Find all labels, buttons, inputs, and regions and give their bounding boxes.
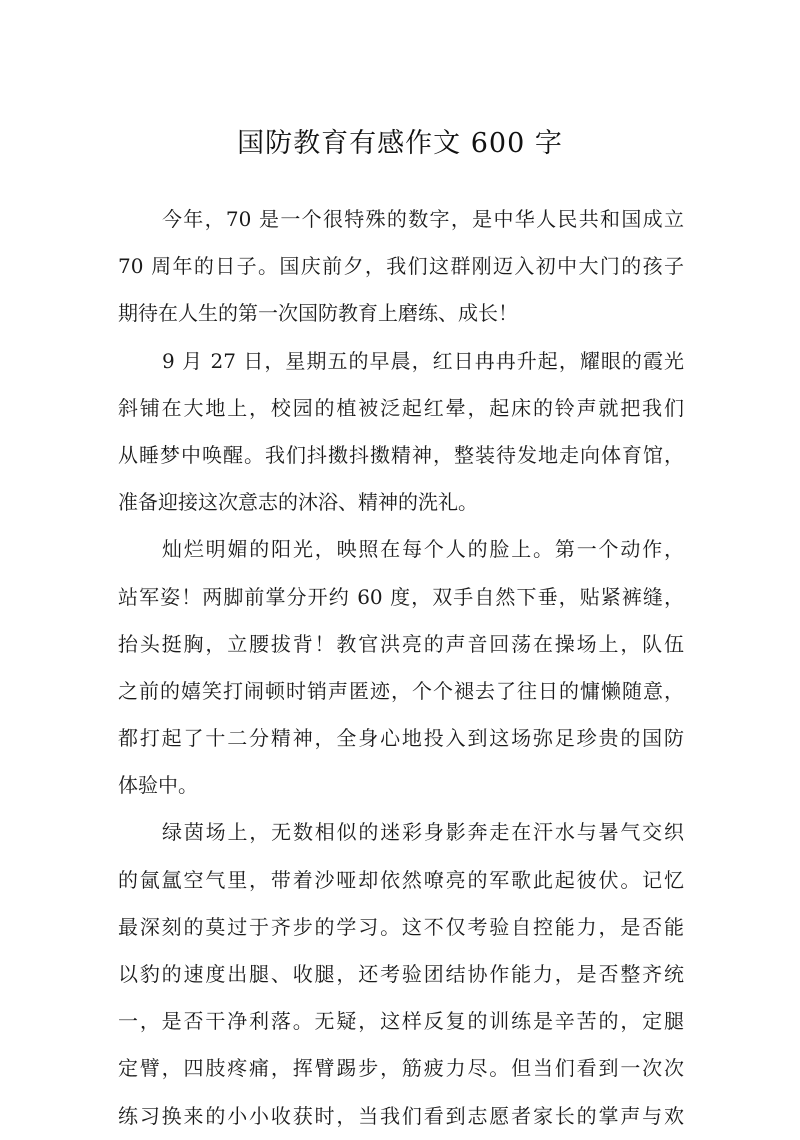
text-line: 练习换来的小小收获时，当我们看到志愿者家长的掌声与欢 [118,1103,684,1128]
text-line: 定臂，四肢疼痛，挥臂踢步，筋疲力尽。但当们看到一次次 [118,1056,684,1081]
text-line: 的氤氲空气里，带着沙哑却依然嘹亮的军歌此起彼伏。记忆 [118,867,684,892]
text-line: 斜铺在大地上，校园的植被泛起红晕，起床的铃声就把我们 [118,395,684,420]
text-line: 从睡梦中唤醒。我们抖擞抖擞精神，整装待发地走向体育馆， [118,442,684,467]
text-line: 抬头挺胸，立腰拔背！教官洪亮的声音回荡在操场上，队伍 [118,631,684,656]
text-line: 之前的嬉笑打闹顿时销声匿迹，个个褪去了往日的慵懒随意， [118,678,684,703]
text-line: 以豹的速度出腿、收腿，还考验团结协作能力，是否整齐统 [118,962,684,986]
text-line: 最深刻的莫过于齐步的学习。这不仅考验自控能力，是否能 [118,914,684,939]
document-body [118,196,684,1140]
text-line: 绿茵场上，无数相似的迷彩身影奔走在汗水与暑气交织 [162,820,684,845]
text-line: 站军姿！两脚前掌分开约 60 度，双手自然下垂，贴紧裤缝， [118,584,684,609]
text-line: 体验中。 [118,773,198,798]
text-line: 一，是否干净利落。无疑，这样反复的训练是辛苦的，定腿 [118,1009,684,1034]
text-line: 今年，70 是一个很特殊的数字，是中华人民共和国成立 [162,207,684,231]
text-line: 准备迎接这次意志的沐浴、精神的洗礼。 [118,490,478,515]
text-line: 灿烂明媚的阳光，映照在每个人的脸上。第一个动作， [162,537,684,562]
text-line: 70 周年的日子。国庆前夕，我们这群刚迈入初中大门的孩子 [118,254,684,279]
text-line: 都打起了十二分精神，全身心地投入到这场弥足珍贵的国防 [118,726,684,751]
text-line: 9 月 27 日，星期五的早晨，红日冉冉升起，耀眼的霞光 [162,348,684,373]
text-line: 期待在人生的第一次国防教育上磨练、成长！ [118,301,518,326]
document-title: 国防教育有感作文 600 字 [237,128,563,159]
